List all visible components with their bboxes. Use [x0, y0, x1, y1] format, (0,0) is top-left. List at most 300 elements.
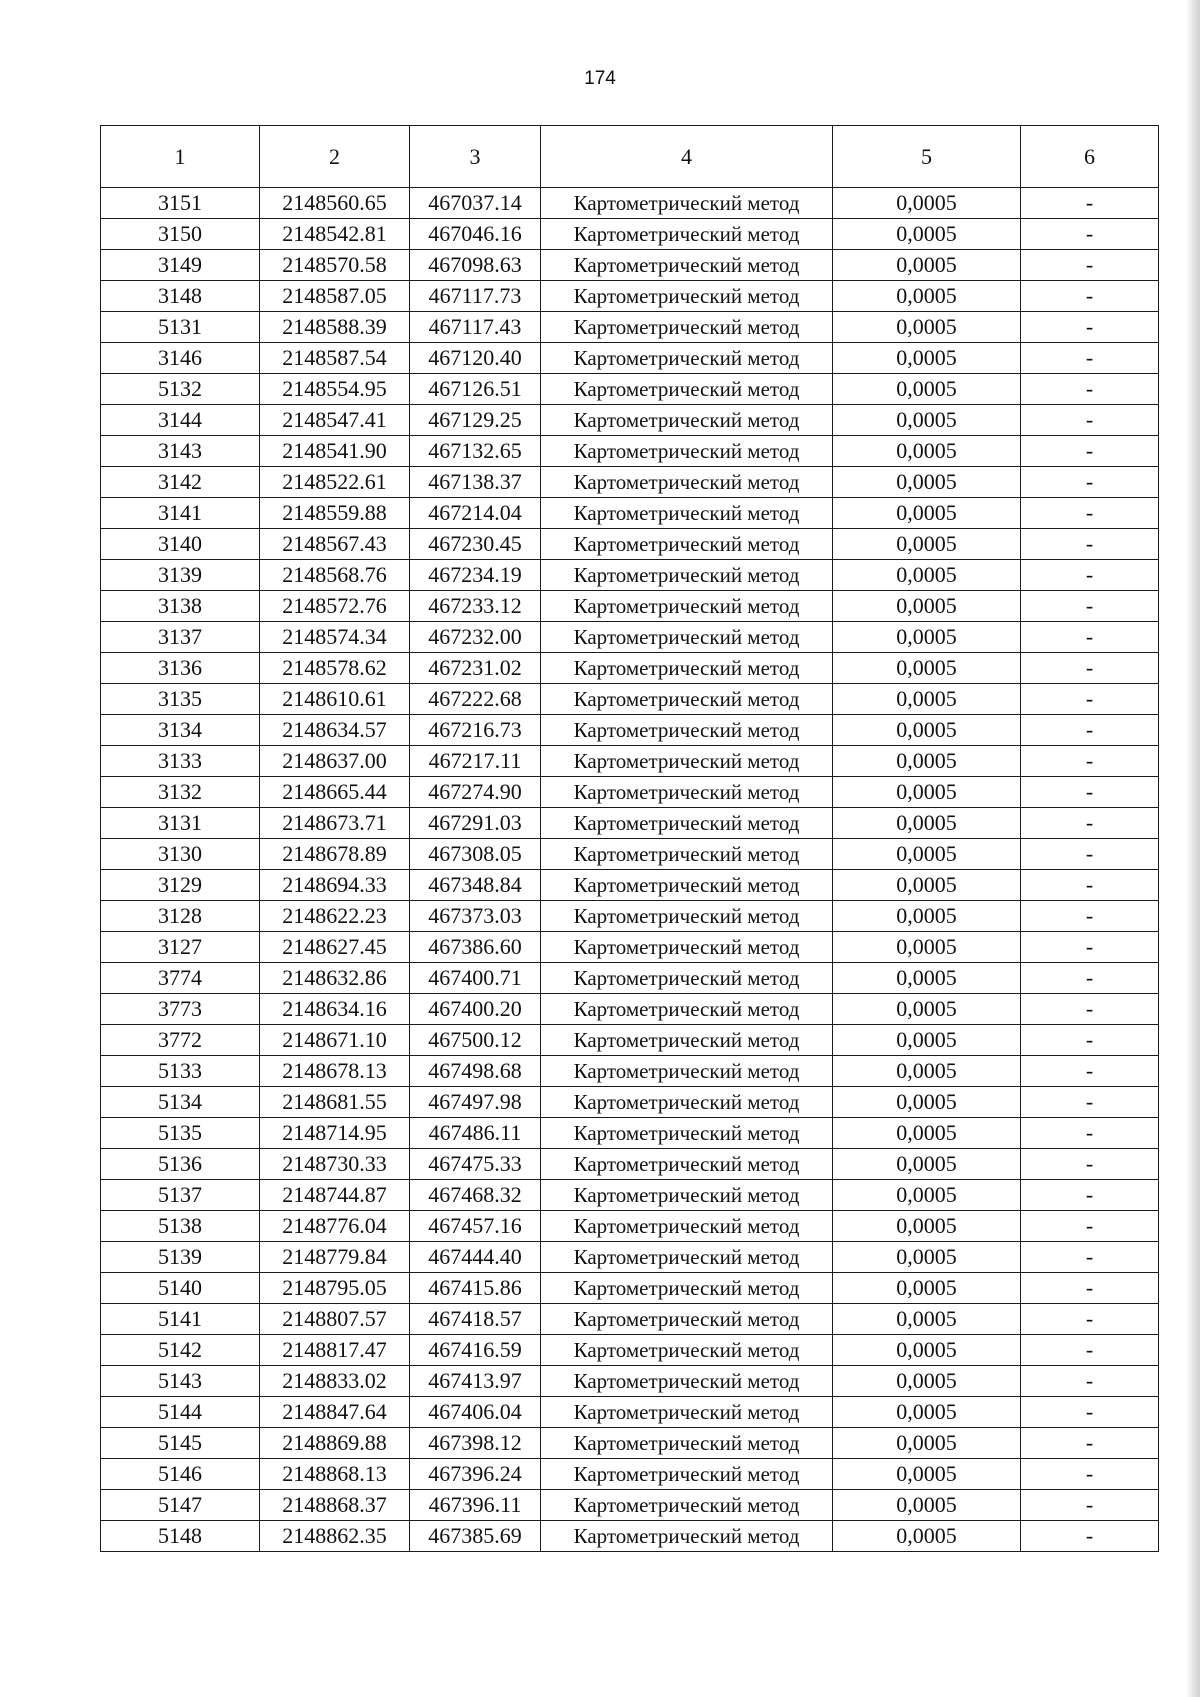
point-number-cell: 5144	[101, 1397, 260, 1428]
accuracy-cell: 0,0005	[833, 963, 1021, 994]
method-cell: Картометрический метод	[541, 1428, 833, 1459]
method-cell: Картометрический метод	[541, 467, 833, 498]
y-coordinate-cell: 467291.03	[410, 808, 541, 839]
y-coordinate-cell: 467231.02	[410, 653, 541, 684]
method-cell: Картометрический метод	[541, 1490, 833, 1521]
note-cell: -	[1021, 1521, 1159, 1552]
point-number-cell: 3127	[101, 932, 260, 963]
accuracy-cell: 0,0005	[833, 591, 1021, 622]
point-number-cell: 5142	[101, 1335, 260, 1366]
x-coordinate-cell: 2148714.95	[260, 1118, 410, 1149]
method-cell: Картометрический метод	[541, 653, 833, 684]
x-coordinate-cell: 2148522.61	[260, 467, 410, 498]
table-row	[101, 436, 1159, 467]
y-coordinate-cell: 467400.20	[410, 994, 541, 1025]
note-cell: -	[1021, 777, 1159, 808]
accuracy-cell: 0,0005	[833, 653, 1021, 684]
note-cell: -	[1021, 746, 1159, 777]
point-number-cell: 5145	[101, 1428, 260, 1459]
y-coordinate-cell: 467500.12	[410, 1025, 541, 1056]
note-cell: -	[1021, 1335, 1159, 1366]
table-row	[101, 1366, 1159, 1397]
note-cell: -	[1021, 343, 1159, 374]
accuracy-cell: 0,0005	[833, 467, 1021, 498]
y-coordinate-cell: 467232.00	[410, 622, 541, 653]
method-cell: Картометрический метод	[541, 1087, 833, 1118]
method-cell: Картометрический метод	[541, 1180, 833, 1211]
accuracy-cell: 0,0005	[833, 1087, 1021, 1118]
table-row	[101, 1428, 1159, 1459]
method-cell: Картометрический метод	[541, 1335, 833, 1366]
accuracy-cell: 0,0005	[833, 1521, 1021, 1552]
accuracy-cell: 0,0005	[833, 1335, 1021, 1366]
note-cell: -	[1021, 250, 1159, 281]
point-number-cell: 3141	[101, 498, 260, 529]
note-cell: -	[1021, 436, 1159, 467]
point-number-cell: 5138	[101, 1211, 260, 1242]
y-coordinate-cell: 467413.97	[410, 1366, 541, 1397]
y-coordinate-cell: 467217.11	[410, 746, 541, 777]
method-cell: Картометрический метод	[541, 1025, 833, 1056]
y-coordinate-cell: 467233.12	[410, 591, 541, 622]
x-coordinate-cell: 2148541.90	[260, 436, 410, 467]
point-number-cell: 3149	[101, 250, 260, 281]
accuracy-cell: 0,0005	[833, 1304, 1021, 1335]
x-coordinate-cell: 2148807.57	[260, 1304, 410, 1335]
note-cell: -	[1021, 1087, 1159, 1118]
method-cell: Картометрический метод	[541, 1118, 833, 1149]
x-coordinate-cell: 2148868.37	[260, 1490, 410, 1521]
y-coordinate-cell: 467214.04	[410, 498, 541, 529]
method-cell: Картометрический метод	[541, 560, 833, 591]
note-cell: -	[1021, 994, 1159, 1025]
note-cell: -	[1021, 281, 1159, 312]
header-cell-col3: 3	[410, 126, 541, 188]
table-row	[101, 994, 1159, 1025]
x-coordinate-cell: 2148833.02	[260, 1366, 410, 1397]
method-cell: Картометрический метод	[541, 529, 833, 560]
y-coordinate-cell: 467386.60	[410, 932, 541, 963]
accuracy-cell: 0,0005	[833, 1211, 1021, 1242]
table-row	[101, 901, 1159, 932]
x-coordinate-cell: 2148779.84	[260, 1242, 410, 1273]
x-coordinate-cell: 2148542.81	[260, 219, 410, 250]
accuracy-cell: 0,0005	[833, 777, 1021, 808]
table-row	[101, 1056, 1159, 1087]
table-row	[101, 498, 1159, 529]
point-number-cell: 5133	[101, 1056, 260, 1087]
note-cell: -	[1021, 374, 1159, 405]
table-row	[101, 1087, 1159, 1118]
coordinates-table	[100, 125, 1159, 1552]
note-cell: -	[1021, 188, 1159, 219]
note-cell: -	[1021, 312, 1159, 343]
y-coordinate-cell: 467373.03	[410, 901, 541, 932]
x-coordinate-cell: 2148862.35	[260, 1521, 410, 1552]
x-coordinate-cell: 2148795.05	[260, 1273, 410, 1304]
x-coordinate-cell: 2148730.33	[260, 1149, 410, 1180]
y-coordinate-cell: 467498.68	[410, 1056, 541, 1087]
table-row	[101, 1521, 1159, 1552]
x-coordinate-cell: 2148744.87	[260, 1180, 410, 1211]
point-number-cell: 3774	[101, 963, 260, 994]
accuracy-cell: 0,0005	[833, 1242, 1021, 1273]
accuracy-cell: 0,0005	[833, 250, 1021, 281]
accuracy-cell: 0,0005	[833, 312, 1021, 343]
note-cell: -	[1021, 1242, 1159, 1273]
note-cell: -	[1021, 405, 1159, 436]
point-number-cell: 5139	[101, 1242, 260, 1273]
point-number-cell: 3135	[101, 684, 260, 715]
accuracy-cell: 0,0005	[833, 1428, 1021, 1459]
y-coordinate-cell: 467385.69	[410, 1521, 541, 1552]
method-cell: Картометрический метод	[541, 622, 833, 653]
table-row	[101, 1397, 1159, 1428]
table-row	[101, 1459, 1159, 1490]
point-number-cell: 3131	[101, 808, 260, 839]
method-cell: Картометрический метод	[541, 591, 833, 622]
y-coordinate-cell: 467406.04	[410, 1397, 541, 1428]
method-cell: Картометрический метод	[541, 932, 833, 963]
x-coordinate-cell: 2148560.65	[260, 188, 410, 219]
accuracy-cell: 0,0005	[833, 343, 1021, 374]
table-row	[101, 591, 1159, 622]
table-row	[101, 870, 1159, 901]
note-cell: -	[1021, 1459, 1159, 1490]
method-cell: Картометрический метод	[541, 715, 833, 746]
point-number-cell: 5146	[101, 1459, 260, 1490]
accuracy-cell: 0,0005	[833, 684, 1021, 715]
header-cell-col5: 5	[833, 126, 1021, 188]
note-cell: -	[1021, 467, 1159, 498]
x-coordinate-cell: 2148587.54	[260, 343, 410, 374]
point-number-cell: 3148	[101, 281, 260, 312]
x-coordinate-cell: 2148868.13	[260, 1459, 410, 1490]
x-coordinate-cell: 2148587.05	[260, 281, 410, 312]
accuracy-cell: 0,0005	[833, 219, 1021, 250]
method-cell: Картометрический метод	[541, 1211, 833, 1242]
table-row	[101, 1273, 1159, 1304]
note-cell: -	[1021, 1180, 1159, 1211]
page-number: 174	[584, 68, 616, 89]
method-cell: Картометрический метод	[541, 1521, 833, 1552]
note-cell: -	[1021, 901, 1159, 932]
y-coordinate-cell: 467444.40	[410, 1242, 541, 1273]
table-row	[101, 560, 1159, 591]
point-number-cell: 5148	[101, 1521, 260, 1552]
table-row	[101, 343, 1159, 374]
note-cell: -	[1021, 653, 1159, 684]
point-number-cell: 5131	[101, 312, 260, 343]
table-row	[101, 1118, 1159, 1149]
method-cell: Картометрический метод	[541, 343, 833, 374]
x-coordinate-cell: 2148847.64	[260, 1397, 410, 1428]
note-cell: -	[1021, 839, 1159, 870]
coordinates-table-container	[100, 125, 1158, 1552]
method-cell: Картометрический метод	[541, 746, 833, 777]
note-cell: -	[1021, 1428, 1159, 1459]
method-cell: Картометрический метод	[541, 498, 833, 529]
table-row	[101, 312, 1159, 343]
accuracy-cell: 0,0005	[833, 746, 1021, 777]
note-cell: -	[1021, 622, 1159, 653]
note-cell: -	[1021, 1056, 1159, 1087]
y-coordinate-cell: 467396.24	[410, 1459, 541, 1490]
table-row	[101, 684, 1159, 715]
point-number-cell: 3136	[101, 653, 260, 684]
point-number-cell: 3128	[101, 901, 260, 932]
method-cell: Картометрический метод	[541, 250, 833, 281]
note-cell: -	[1021, 1304, 1159, 1335]
note-cell: -	[1021, 591, 1159, 622]
header-cell-col1: 1	[101, 126, 260, 188]
table-row	[101, 1335, 1159, 1366]
y-coordinate-cell: 467117.73	[410, 281, 541, 312]
method-cell: Картометрический метод	[541, 1149, 833, 1180]
x-coordinate-cell: 2148637.00	[260, 746, 410, 777]
y-coordinate-cell: 467468.32	[410, 1180, 541, 1211]
x-coordinate-cell: 2148869.88	[260, 1428, 410, 1459]
point-number-cell: 5132	[101, 374, 260, 405]
y-coordinate-cell: 467230.45	[410, 529, 541, 560]
x-coordinate-cell: 2148559.88	[260, 498, 410, 529]
method-cell: Картометрический метод	[541, 405, 833, 436]
x-coordinate-cell: 2148634.16	[260, 994, 410, 1025]
accuracy-cell: 0,0005	[833, 1366, 1021, 1397]
table-row	[101, 219, 1159, 250]
note-cell: -	[1021, 870, 1159, 901]
table-row	[101, 1211, 1159, 1242]
header-cell-col6: 6	[1021, 126, 1159, 188]
accuracy-cell: 0,0005	[833, 808, 1021, 839]
header-cell-col4: 4	[541, 126, 833, 188]
x-coordinate-cell: 2148632.86	[260, 963, 410, 994]
table-row	[101, 467, 1159, 498]
point-number-cell: 5134	[101, 1087, 260, 1118]
note-cell: -	[1021, 529, 1159, 560]
y-coordinate-cell: 467396.11	[410, 1490, 541, 1521]
y-coordinate-cell: 467216.73	[410, 715, 541, 746]
point-number-cell: 5136	[101, 1149, 260, 1180]
point-number-cell: 5143	[101, 1366, 260, 1397]
point-number-cell: 3138	[101, 591, 260, 622]
table-row	[101, 1025, 1159, 1056]
y-coordinate-cell: 467486.11	[410, 1118, 541, 1149]
point-number-cell: 5140	[101, 1273, 260, 1304]
table-row	[101, 1180, 1159, 1211]
method-cell: Картометрический метод	[541, 994, 833, 1025]
note-cell: -	[1021, 498, 1159, 529]
method-cell: Картометрический метод	[541, 188, 833, 219]
accuracy-cell: 0,0005	[833, 529, 1021, 560]
x-coordinate-cell: 2148694.33	[260, 870, 410, 901]
method-cell: Картометрический метод	[541, 1273, 833, 1304]
point-number-cell: 3146	[101, 343, 260, 374]
table-row	[101, 250, 1159, 281]
y-coordinate-cell: 467138.37	[410, 467, 541, 498]
table-header	[101, 126, 1159, 188]
x-coordinate-cell: 2148634.57	[260, 715, 410, 746]
note-cell: -	[1021, 1118, 1159, 1149]
x-coordinate-cell: 2148671.10	[260, 1025, 410, 1056]
y-coordinate-cell: 467120.40	[410, 343, 541, 374]
y-coordinate-cell: 467234.19	[410, 560, 541, 591]
y-coordinate-cell: 467037.14	[410, 188, 541, 219]
table-row	[101, 1304, 1159, 1335]
method-cell: Картометрический метод	[541, 1459, 833, 1490]
point-number-cell: 3144	[101, 405, 260, 436]
point-number-cell: 3772	[101, 1025, 260, 1056]
method-cell: Картометрический метод	[541, 312, 833, 343]
note-cell: -	[1021, 219, 1159, 250]
note-cell: -	[1021, 684, 1159, 715]
y-coordinate-cell: 467126.51	[410, 374, 541, 405]
accuracy-cell: 0,0005	[833, 436, 1021, 467]
note-cell: -	[1021, 1149, 1159, 1180]
accuracy-cell: 0,0005	[833, 622, 1021, 653]
accuracy-cell: 0,0005	[833, 1056, 1021, 1087]
y-coordinate-cell: 467274.90	[410, 777, 541, 808]
point-number-cell: 3139	[101, 560, 260, 591]
x-coordinate-cell: 2148622.23	[260, 901, 410, 932]
accuracy-cell: 0,0005	[833, 839, 1021, 870]
y-coordinate-cell: 467308.05	[410, 839, 541, 870]
method-cell: Картометрический метод	[541, 870, 833, 901]
point-number-cell: 3143	[101, 436, 260, 467]
method-cell: Картометрический метод	[541, 1304, 833, 1335]
note-cell: -	[1021, 1490, 1159, 1521]
y-coordinate-cell: 467132.65	[410, 436, 541, 467]
table-body	[101, 188, 1159, 1552]
accuracy-cell: 0,0005	[833, 870, 1021, 901]
point-number-cell: 3132	[101, 777, 260, 808]
point-number-cell: 5135	[101, 1118, 260, 1149]
accuracy-cell: 0,0005	[833, 715, 1021, 746]
x-coordinate-cell: 2148570.58	[260, 250, 410, 281]
x-coordinate-cell: 2148610.61	[260, 684, 410, 715]
table-row	[101, 529, 1159, 560]
note-cell: -	[1021, 1211, 1159, 1242]
method-cell: Картометрический метод	[541, 684, 833, 715]
x-coordinate-cell: 2148817.47	[260, 1335, 410, 1366]
x-coordinate-cell: 2148665.44	[260, 777, 410, 808]
point-number-cell: 3140	[101, 529, 260, 560]
point-number-cell: 3137	[101, 622, 260, 653]
accuracy-cell: 0,0005	[833, 901, 1021, 932]
note-cell: -	[1021, 932, 1159, 963]
x-coordinate-cell: 2148574.34	[260, 622, 410, 653]
table-row	[101, 839, 1159, 870]
x-coordinate-cell: 2148578.62	[260, 653, 410, 684]
x-coordinate-cell: 2148567.43	[260, 529, 410, 560]
x-coordinate-cell: 2148568.76	[260, 560, 410, 591]
y-coordinate-cell: 467129.25	[410, 405, 541, 436]
point-number-cell: 3151	[101, 188, 260, 219]
x-coordinate-cell: 2148673.71	[260, 808, 410, 839]
note-cell: -	[1021, 1025, 1159, 1056]
method-cell: Картометрический метод	[541, 901, 833, 932]
note-cell: -	[1021, 560, 1159, 591]
method-cell: Картометрический метод	[541, 1366, 833, 1397]
note-cell: -	[1021, 808, 1159, 839]
y-coordinate-cell: 467348.84	[410, 870, 541, 901]
point-number-cell: 3773	[101, 994, 260, 1025]
accuracy-cell: 0,0005	[833, 281, 1021, 312]
method-cell: Картометрический метод	[541, 436, 833, 467]
point-number-cell: 3130	[101, 839, 260, 870]
point-number-cell: 3142	[101, 467, 260, 498]
accuracy-cell: 0,0005	[833, 1459, 1021, 1490]
note-cell: -	[1021, 1397, 1159, 1428]
y-coordinate-cell: 467416.59	[410, 1335, 541, 1366]
accuracy-cell: 0,0005	[833, 498, 1021, 529]
table-row	[101, 374, 1159, 405]
method-cell: Картометрический метод	[541, 777, 833, 808]
note-cell: -	[1021, 963, 1159, 994]
accuracy-cell: 0,0005	[833, 1180, 1021, 1211]
x-coordinate-cell: 2148588.39	[260, 312, 410, 343]
scan-edge-shadow	[1186, 0, 1200, 1697]
point-number-cell: 3129	[101, 870, 260, 901]
method-cell: Картометрический метод	[541, 1056, 833, 1087]
y-coordinate-cell: 467497.98	[410, 1087, 541, 1118]
y-coordinate-cell: 467117.43	[410, 312, 541, 343]
header-cell-col2: 2	[260, 126, 410, 188]
x-coordinate-cell: 2148678.89	[260, 839, 410, 870]
note-cell: -	[1021, 1273, 1159, 1304]
x-coordinate-cell: 2148776.04	[260, 1211, 410, 1242]
y-coordinate-cell: 467046.16	[410, 219, 541, 250]
y-coordinate-cell: 467400.71	[410, 963, 541, 994]
table-row	[101, 932, 1159, 963]
x-coordinate-cell: 2148572.76	[260, 591, 410, 622]
accuracy-cell: 0,0005	[833, 405, 1021, 436]
accuracy-cell: 0,0005	[833, 560, 1021, 591]
method-cell: Картометрический метод	[541, 1242, 833, 1273]
accuracy-cell: 0,0005	[833, 1273, 1021, 1304]
point-number-cell: 5141	[101, 1304, 260, 1335]
point-number-cell: 5137	[101, 1180, 260, 1211]
method-cell: Картометрический метод	[541, 963, 833, 994]
x-coordinate-cell: 2148547.41	[260, 405, 410, 436]
table-row	[101, 405, 1159, 436]
accuracy-cell: 0,0005	[833, 1397, 1021, 1428]
y-coordinate-cell: 467418.57	[410, 1304, 541, 1335]
y-coordinate-cell: 467457.16	[410, 1211, 541, 1242]
accuracy-cell: 0,0005	[833, 188, 1021, 219]
accuracy-cell: 0,0005	[833, 932, 1021, 963]
method-cell: Картометрический метод	[541, 808, 833, 839]
table-row	[101, 1490, 1159, 1521]
method-cell: Картометрический метод	[541, 281, 833, 312]
accuracy-cell: 0,0005	[833, 374, 1021, 405]
y-coordinate-cell: 467222.68	[410, 684, 541, 715]
y-coordinate-cell: 467098.63	[410, 250, 541, 281]
table-row	[101, 622, 1159, 653]
accuracy-cell: 0,0005	[833, 994, 1021, 1025]
point-number-cell: 3150	[101, 219, 260, 250]
method-cell: Картометрический метод	[541, 374, 833, 405]
accuracy-cell: 0,0005	[833, 1149, 1021, 1180]
accuracy-cell: 0,0005	[833, 1118, 1021, 1149]
point-number-cell: 3134	[101, 715, 260, 746]
point-number-cell: 3133	[101, 746, 260, 777]
method-cell: Картометрический метод	[541, 219, 833, 250]
table-row	[101, 1149, 1159, 1180]
table-row	[101, 1242, 1159, 1273]
accuracy-cell: 0,0005	[833, 1025, 1021, 1056]
x-coordinate-cell: 2148627.45	[260, 932, 410, 963]
